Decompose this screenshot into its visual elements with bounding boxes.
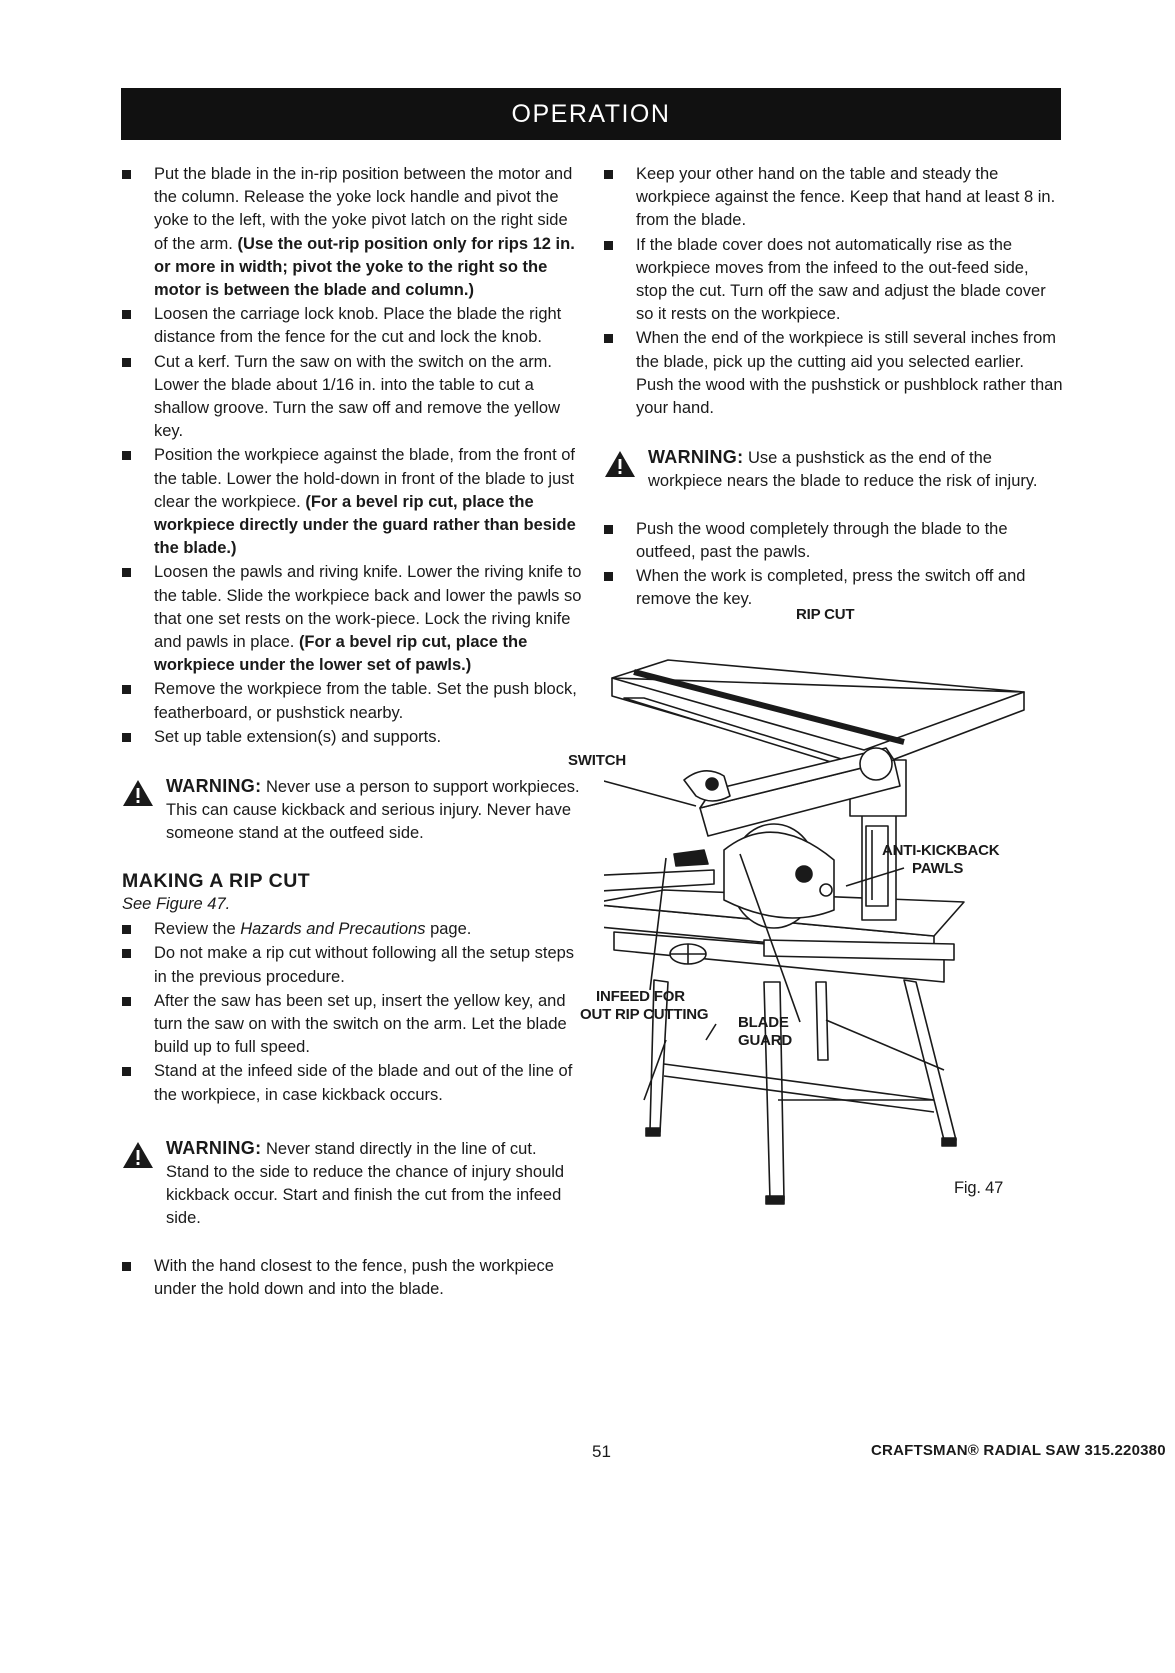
section-title: OPERATION xyxy=(511,99,671,128)
figure-reference: See Figure 47. xyxy=(122,894,231,913)
list-item: After the saw has been set up, insert the yellow key, and turn the saw on with the switch on the arm. Let the blade build up to full speed. xyxy=(122,990,582,1060)
list-item: Push the wood completely through the blade to the outfeed, past the pawls. xyxy=(604,518,1064,564)
warning-block xyxy=(122,1137,582,1231)
list-item: Do not make a rip cut without following all the setup steps in the previous procedure. xyxy=(122,942,582,988)
warning-label: WARNING: xyxy=(648,447,744,468)
subsection-heading: MAKING A RIP CUT xyxy=(122,869,311,892)
list-item: Review the Hazards and Precautions page. xyxy=(122,918,582,941)
list-item: Keep your other hand on the table and steady the workpiece against the fence. Keep that hand at least 8 in. from the blade. xyxy=(604,163,1064,233)
warning-block xyxy=(122,775,582,846)
list-item: Position the workpiece against the blade, from the front of the table. Lower the hold-down in front of the blade to just clear the workpiece. (For a bevel rip cut, place the workpiece directly under the guard rather than beside the blade.) xyxy=(122,444,582,560)
figure-caption: Fig. 47 xyxy=(954,1179,1004,1197)
push-step-list xyxy=(122,1255,582,1301)
list-item: Loosen the pawls and riving knife. Lower the riving knife to the table. Slide the workpiece back and lower the pawls so that one set rests on the work-piece. Lock the riving knife and pawls in place. (For a bevel rip cut, place the workpiece under the lower set of pawls.) xyxy=(122,561,582,677)
list-item: Stand at the infeed side of the blade and out of the line of the workpiece, in case kickback occurs. xyxy=(122,1060,582,1106)
warning-triangle-icon xyxy=(122,1141,154,1169)
label-out-rip-cutting: OUT RIP CUTTING xyxy=(580,1006,709,1023)
list-item: Remove the workpiece from the table. Set the push block, featherboard, or pushstick nearby. xyxy=(122,678,582,724)
setup-steps-list xyxy=(122,163,582,749)
label-infeed-for: INFEED FOR xyxy=(596,988,685,1005)
label-anti-kickback: ANTI-KICKBACK xyxy=(882,842,1000,859)
label-guard: GUARD xyxy=(738,1032,792,1049)
rip-cut-steps-list xyxy=(122,918,582,1107)
section-header xyxy=(121,88,1061,140)
left-column xyxy=(122,163,582,1302)
warning-text: Use a pushstick as the end of the workpiece nears the blade to reduce the risk of injury. xyxy=(648,449,1038,491)
label-rip-cut: RIP CUT xyxy=(796,606,855,623)
label-blade: BLADE xyxy=(738,1014,789,1031)
warning-text: Never use a person to support workpieces. This can cause kickback and serious injury. Never have someone stand at the outfeed side. xyxy=(166,778,580,843)
list-item: Put the blade in the in-rip position between the motor and the column. Release the yoke lock handle and pivot the yoke to the left, with the yoke pivot latch on the right side of the arm. (Use the out-rip position only for rips 12 in. or more in width; pivot the yoke to the right so the motor is between the blade and column.) xyxy=(122,163,582,302)
list-item: When the work is completed, press the switch off and remove the key. xyxy=(604,565,1064,611)
warning-triangle-icon xyxy=(604,450,636,478)
figure-47 xyxy=(568,606,1064,1280)
label-pawls: PAWLS xyxy=(912,860,964,877)
list-item: If the blade cover does not automatically rise as the workpiece moves from the infeed to the out-feed side, stop the cut. Turn off the saw and adjust the blade cover so it rests on the workpiece. xyxy=(604,234,1064,327)
finish-steps-list xyxy=(604,518,1064,612)
cutting-steps-list xyxy=(604,163,1064,420)
list-item: Cut a kerf. Turn the saw on with the switch on the arm. Lower the blade about 1/16 in. into the table to cut a shallow groove. Turn the saw off and remove the yellow key. xyxy=(122,351,582,444)
right-column xyxy=(604,163,1064,612)
list-item: Loosen the carriage lock knob. Place the blade the right distance from the fence for the cut and lock the knob. xyxy=(122,303,582,349)
warning-text: Never stand directly in the line of cut. Stand to the side to reduce the chance of injury should kickback occur. Start and finish the cut from the infeed side. xyxy=(166,1139,565,1228)
page-number: 51 xyxy=(592,1442,611,1461)
warning-label: WARNING: xyxy=(166,1137,262,1158)
list-item: Set up table extension(s) and supports. xyxy=(122,726,582,749)
warning-triangle-icon xyxy=(122,779,154,807)
list-item: When the end of the workpiece is still several inches from the blade, pick up the cutting aid you selected earlier. Push the wood with the pushstick or pushblock rather than your hand. xyxy=(604,327,1064,420)
warning-label: WARNING: xyxy=(166,776,262,797)
brand-footer: CRAFTSMAN® RADIAL SAW 315.220380 xyxy=(871,1442,1166,1459)
warning-block xyxy=(604,446,1064,493)
list-item: With the hand closest to the fence, push the workpiece under the hold down and into the blade. xyxy=(122,1255,582,1301)
label-switch: SWITCH xyxy=(568,752,626,769)
